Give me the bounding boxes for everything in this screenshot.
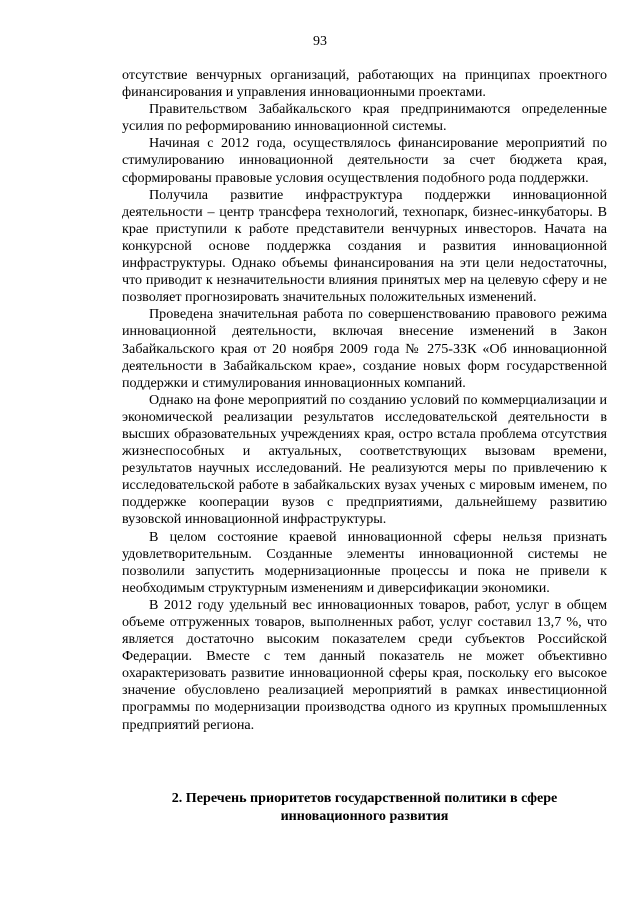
paragraph: Правительством Забайкальского края предпринимаются определенные усилия по реформированию инновационной системы. xyxy=(122,101,607,135)
paragraph: Однако на фоне мероприятий по созданию условий по коммерциализации и экономической реализации результатов исследовательской деятельности в высших образовательных учреждениях края, остро встала проблема отсутствия жизнеспособных и актуальных, соответствующих вызовам времени, результатов научных исследований. Не реализуются меры по привлечению к исследовательской работе в забайкальских вузах ученых с мировым именем, по поддержке кооперации вузов с предприятиями, дальнейшему развитию вузовской инновационной инфраструктуры. xyxy=(122,391,607,528)
paragraph: В 2012 году удельный вес инновационных товаров, работ, услуг в общем объеме отгруженных товаров, выполненных работ, услуг составил 13,7 %, что является достаточно высоким показателем среди субъектов Российской Федерации. Вместе с тем данный показатель не может объективно охарактеризовать развитие инновационной сферы края, поскольку его высокое значение обусловлено реализацией мероприятий в рамках инвестиционной программы по модернизации производства одного из крупных промышленных предприятий региона. xyxy=(122,596,607,733)
paragraph: В целом состояние краевой инновационной сферы нельзя признать удовлетворительным. Созданные элементы инновационной системы не позволили запустить модернизационные процессы и пока не привели к необходимым структурным изменениям и диверсификации экономики. xyxy=(122,528,607,596)
body-text xyxy=(122,67,607,734)
paragraph: Проведена значительная работа по совершенствованию правового режима инновационной деятельности, включая внесение изменений в Закон Забайкальского края от 20 ноября 2009 года № 275-ЗЗК «Об инновационной деятельности в Забайкальском крае», создание новых форм государственной поддержки и стимулирования инновационных компаний. xyxy=(122,306,607,391)
paragraph: отсутствие венчурных организаций, работающих на принципах проектного финансирования и управления инновационными проектами. xyxy=(122,67,607,101)
paragraph: Начиная с 2012 года, осуществлялось финансирование мероприятий по стимулированию инновационной деятельности за счет бюджета края, сформированы правовые условия осуществления подобного рода поддержки. xyxy=(122,135,607,186)
paragraph: Получила развитие инфраструктура поддержки инновационной деятельности – центр трансфера технологий, технопарк, бизнес-инкубаторы. В крае приступили к работе представители венчурных инвесторов. Начата на конкурсной основе поддержка создания и развития инновационной инфраструктуры. Однако объемы финансирования на эти цели недостаточны, что приводит к незначительности влияния принятых мер на целевую сферу и не позволяет прогнозировать значительных положительных изменений. xyxy=(122,186,607,306)
section-heading: 2. Перечень приоритетов государственной политики в сфере инновационного развития xyxy=(171,790,558,824)
page-number: 93 xyxy=(313,34,327,49)
